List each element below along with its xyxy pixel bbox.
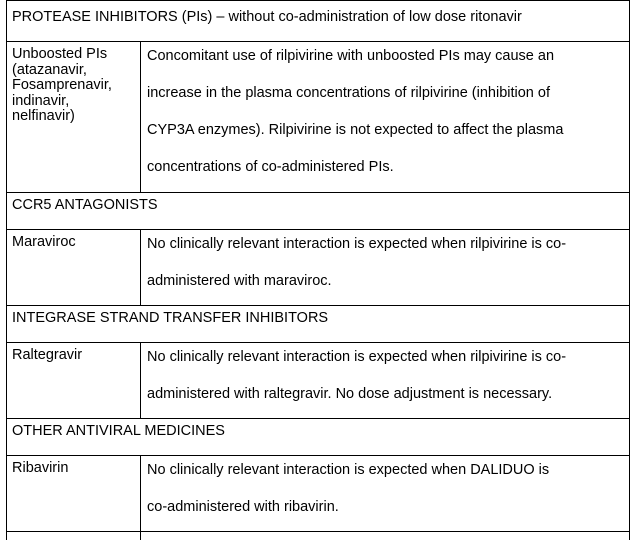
- drug-name-line: Maraviroc: [12, 234, 76, 250]
- drug-name-line: Fosamprenavir,: [12, 77, 112, 93]
- section-header: CCR5 ANTAGONISTS: [12, 197, 158, 213]
- table-border-left: [6, 0, 7, 540]
- drug-name-line: Ribavirin: [12, 460, 69, 476]
- section-header: INTEGRASE STRAND TRANSFER INHIBITORS: [12, 310, 329, 326]
- column-divider: [140, 455, 141, 540]
- drug-name: [12, 47, 112, 125]
- table-border-top: [6, 0, 630, 1]
- drug-name-line: indinavir,: [12, 92, 70, 109]
- column-divider: [140, 41, 141, 193]
- drug-name: [12, 235, 76, 251]
- table-border-right: [629, 0, 630, 540]
- drug-name: [12, 348, 82, 364]
- section-header: OTHER ANTIVIRAL MEDICINES: [12, 423, 225, 439]
- drug-name: [12, 461, 68, 477]
- row-divider: [6, 192, 630, 193]
- drug-name-line: Raltegravir: [12, 347, 83, 363]
- drug-name-line: nelfinavir): [12, 108, 75, 124]
- drug-name-line: (atazanavir,: [12, 61, 87, 78]
- row-divider: [6, 418, 630, 419]
- description-line: co-administered with ribavirin.: [147, 499, 339, 515]
- row-divider: [6, 531, 630, 532]
- description-line: No clinically relevant interaction is expected when DALIDUO is: [147, 462, 550, 478]
- description-line: CYP3A enzymes). Rilpivirine is not expected to affect the plasma: [147, 122, 564, 138]
- description-line: administered with raltegravir. No dose adjustment is necessary.: [147, 386, 553, 402]
- interaction-description: [147, 226, 566, 300]
- description-line: administered with maraviroc.: [147, 273, 332, 289]
- row-divider: [6, 305, 630, 306]
- section-header: PROTEASE INHIBITORS (PIs) – without co-administration of low dose ritonavir: [12, 9, 522, 25]
- column-divider: [140, 229, 141, 306]
- interaction-description: [147, 339, 566, 413]
- description-line: concentrations of co-administered PIs.: [147, 159, 394, 175]
- interaction-description: [147, 452, 549, 526]
- interaction-description: [147, 38, 563, 186]
- description-line: No clinically relevant interaction is expected when rilpivirine is co-: [147, 236, 567, 252]
- description-line: increase in the plasma concentrations of rilpivirine (inhibition of: [147, 85, 550, 101]
- drug-name-line: Unboosted PIs: [12, 46, 108, 62]
- column-divider: [140, 342, 141, 419]
- description-line: Concomitant use of rilpivirine with unboosted PIs may cause an: [147, 48, 555, 64]
- description-line: No clinically relevant interaction is expected when rilpivirine is co-: [147, 349, 567, 365]
